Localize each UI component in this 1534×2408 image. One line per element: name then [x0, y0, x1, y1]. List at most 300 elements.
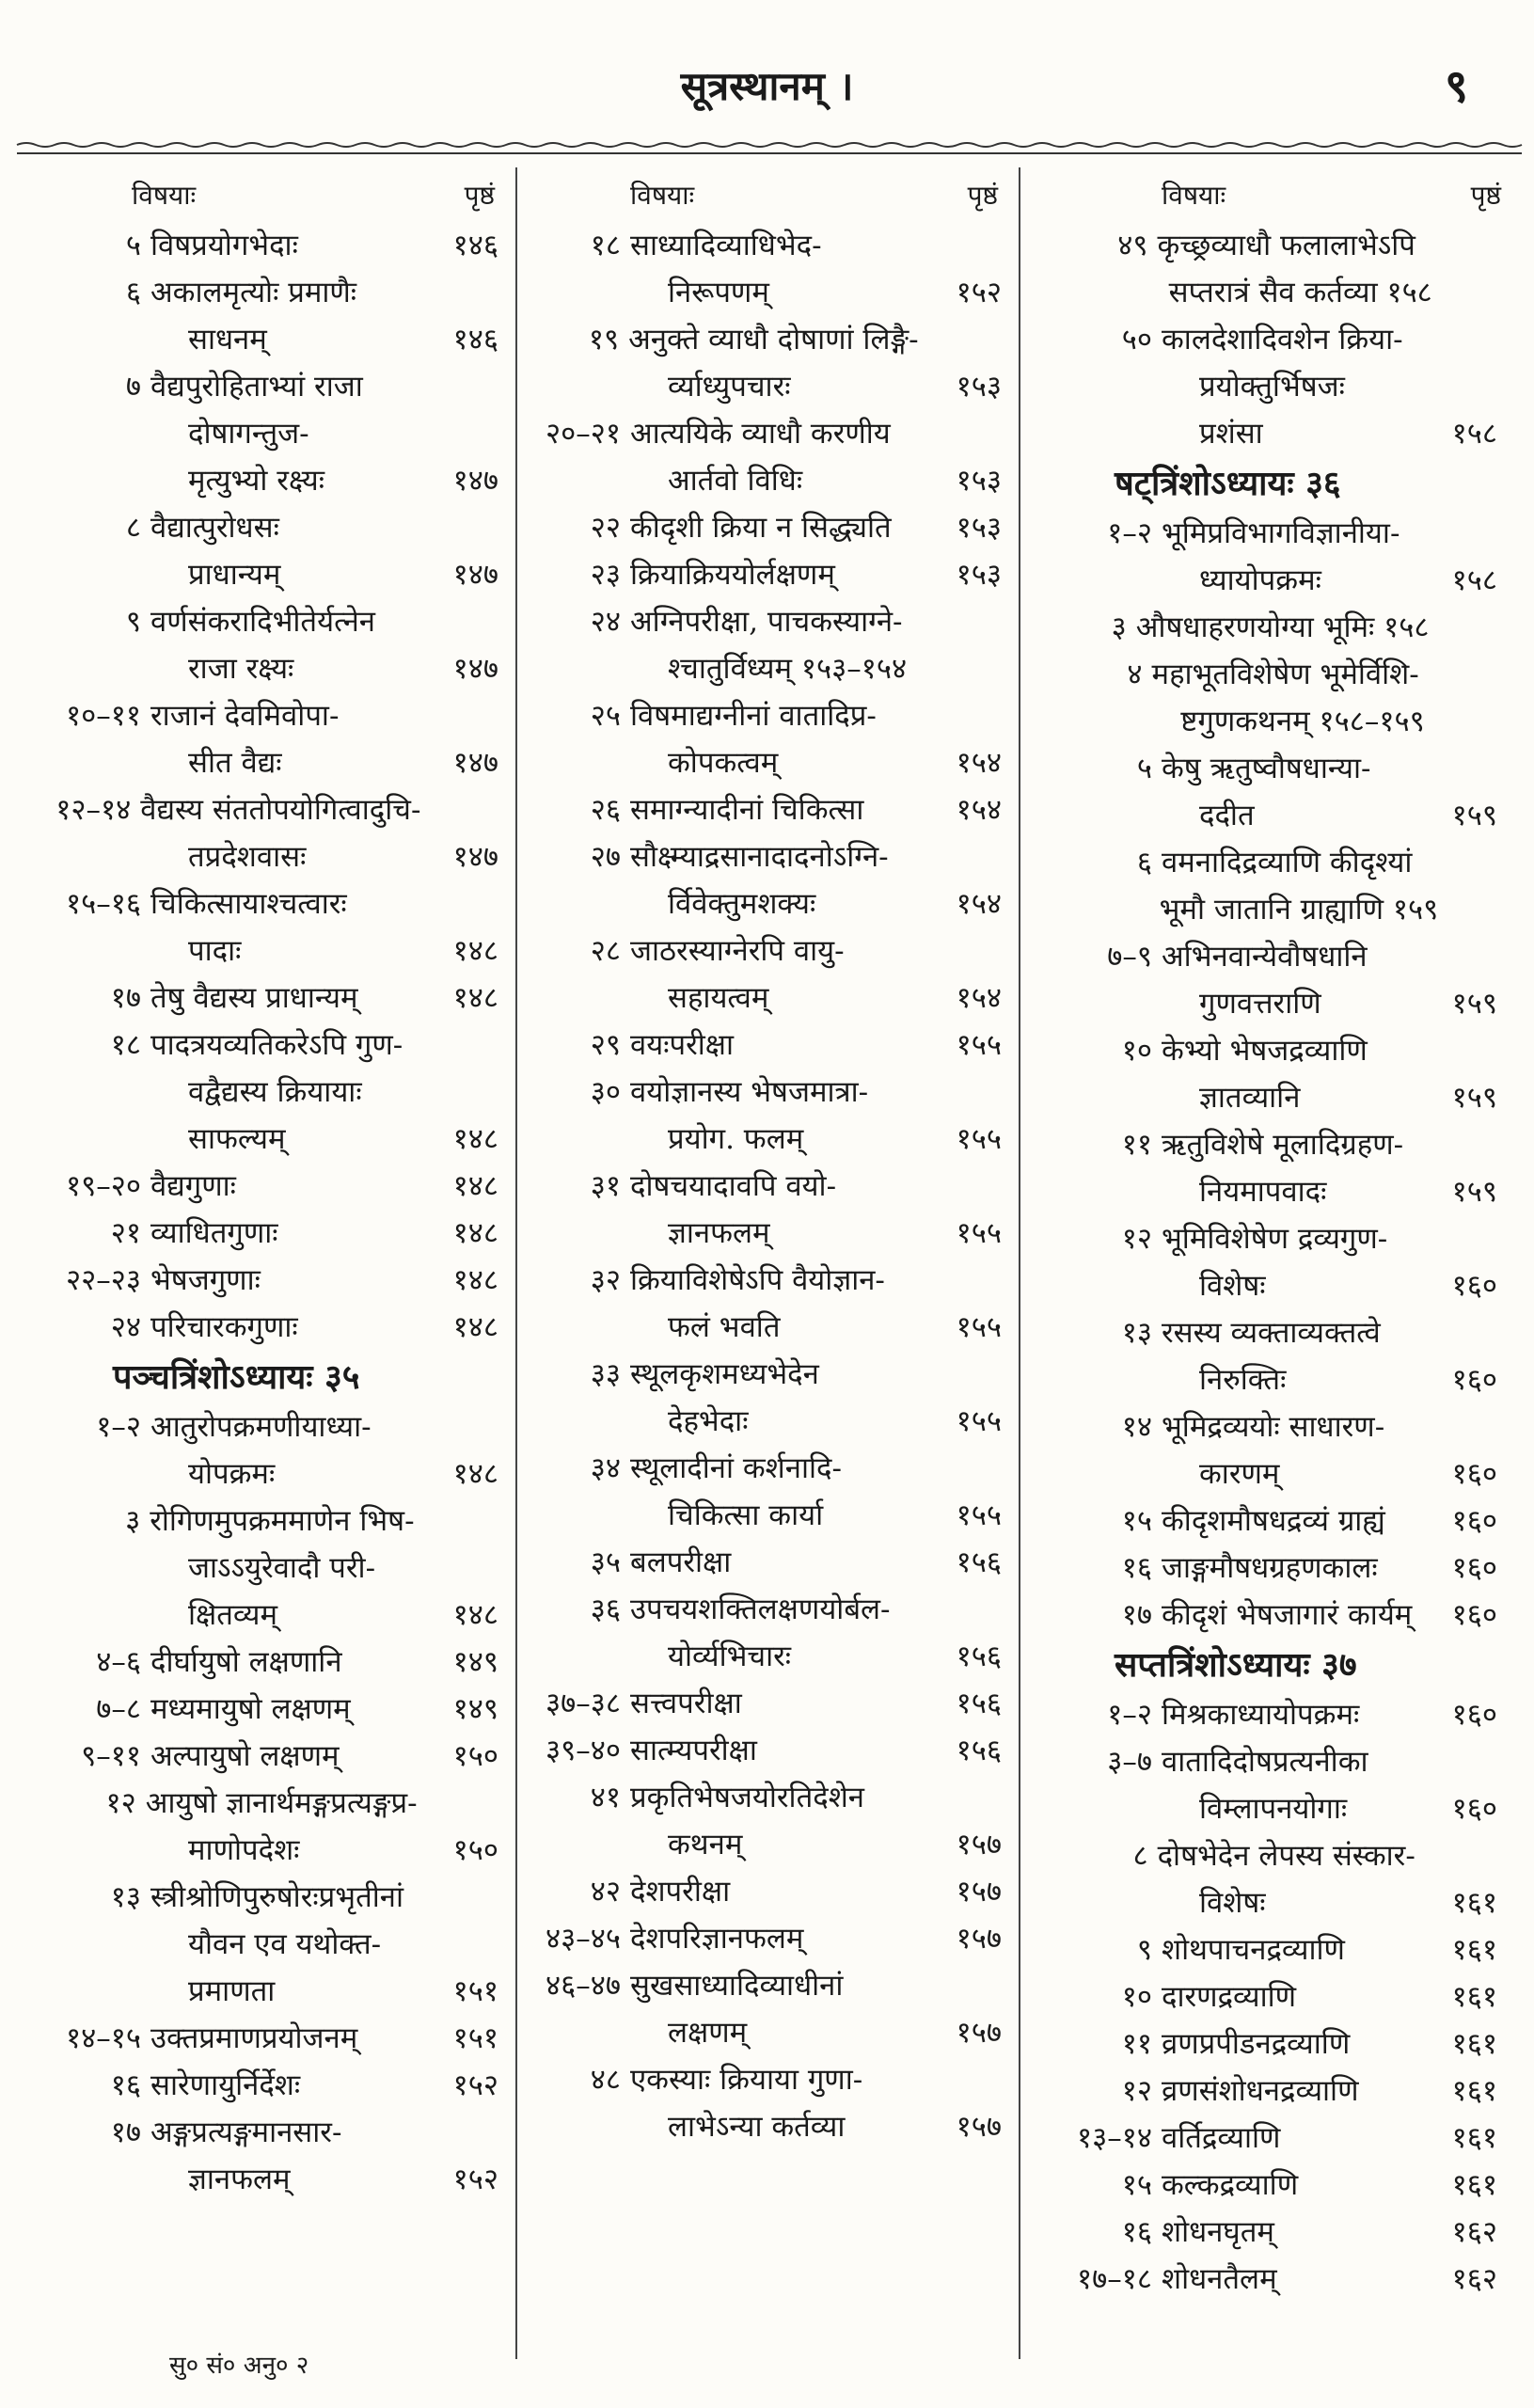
entry-number: २७ — [590, 840, 621, 874]
entry-page: १५५ — [956, 1310, 1002, 1344]
index-entry — [517, 551, 1019, 598]
entry-page: १५८ — [1451, 417, 1497, 451]
index-entry — [1020, 980, 1514, 1027]
entry-number: २३ — [590, 558, 621, 592]
index-entry — [1020, 1973, 1514, 2020]
index-entry — [19, 645, 515, 692]
index-entry — [1020, 222, 1514, 269]
index-entry — [517, 1492, 1019, 1539]
entry-title: तप्रदेशवासः — [188, 840, 307, 874]
page-number: ९ — [1445, 60, 1468, 113]
entry-page: १५२ — [956, 276, 1002, 309]
entry-number: ४६–४७ — [546, 1969, 621, 2003]
index-entry — [19, 1639, 515, 1686]
chapter-heading: सप्तत्रिंशोऽध्यायः ३७ — [1115, 1645, 1357, 1685]
index-entry — [19, 927, 515, 974]
entry-title: औषधाहरणयोग्या भूमिः १५८ — [1135, 610, 1430, 644]
entry-title: कारणम् — [1199, 1457, 1280, 1491]
index-entry — [1020, 1027, 1514, 1074]
entry-page: १६० — [1451, 1363, 1497, 1397]
entry-number: १४–१५ — [66, 2021, 141, 2055]
index-entry — [1020, 316, 1514, 363]
entry-title: व्रणप्रपीडनद्रव्याणि — [1162, 2027, 1351, 2061]
index-entry — [19, 2015, 515, 2062]
entry-number: ४३–४५ — [546, 1922, 621, 1956]
index-entry — [19, 1116, 515, 1163]
index-entry — [517, 1210, 1019, 1257]
entry-number: १५ — [1121, 2168, 1152, 2202]
entry-page: १४७ — [452, 652, 498, 686]
entry-number: १७ — [1121, 1598, 1152, 1632]
entry-page: १५४ — [956, 887, 1002, 921]
entry-title: दीर्घायुषो लक्षणानि — [150, 1645, 342, 1679]
entry-number: ४९ — [1117, 229, 1148, 262]
entry-number: १९–२० — [66, 1169, 141, 1203]
entry-page: १४८ — [452, 981, 498, 1015]
entry-page: १४८ — [452, 934, 498, 968]
index-entry — [19, 739, 515, 786]
entry-number: २९ — [590, 1028, 621, 1062]
column-header — [1020, 167, 1514, 222]
entry-page: १५१ — [452, 1974, 498, 2008]
entry-title: ददीत — [1199, 799, 1255, 832]
entry-number: ३९–४० — [546, 1734, 621, 1767]
entry-number: ९–११ — [81, 1739, 141, 1773]
entry-title: आर्तवो विधिः — [668, 464, 803, 498]
entry-page: १४७ — [452, 464, 498, 498]
entry-title: ज्ञानफलम् — [188, 2162, 291, 2196]
index-entry — [19, 1163, 515, 1210]
index-entry — [1020, 363, 1514, 410]
column-2 — [517, 167, 1020, 2359]
entry-title: वद्वैद्यस्य क्रियायाः — [188, 1075, 362, 1109]
index-entry — [19, 1968, 515, 2015]
entry-number: २२ — [590, 511, 621, 545]
index-entry — [19, 598, 515, 645]
index-entry — [19, 1827, 515, 1874]
entry-page: १५५ — [956, 1498, 1002, 1532]
entry-page: १५२ — [452, 2162, 498, 2196]
entry-title: विशेषः — [1199, 1886, 1266, 1920]
entry-title: उपचयशक्तिलक्षणयोर्बल- — [630, 1592, 891, 1626]
index-entry — [19, 1497, 515, 1545]
entry-title: सीत वैद्यः — [188, 746, 282, 780]
entry-number: ३५ — [590, 1545, 621, 1579]
index-entry — [1020, 1215, 1514, 1262]
index-entry — [1020, 886, 1514, 933]
entry-title: प्रकृतिभेषजयोरतिदेशेन — [630, 1781, 864, 1814]
index-entry — [517, 457, 1019, 504]
entry-title: अग्निपरीक्षा, पाचकस्याग्ने- — [630, 605, 903, 639]
entry-title: साधनम् — [188, 323, 267, 356]
entry-title: देहभेदाः — [668, 1404, 749, 1438]
entry-title: कीदृशं भेषजागारं कार्यम् — [1162, 1598, 1413, 1632]
index-entry — [517, 222, 1019, 269]
entry-title: कल्कद्रव्याणि — [1162, 2168, 1299, 2202]
entry-number: १७ — [110, 981, 141, 1015]
entry-title: राजानं देवमिवोपा- — [150, 699, 340, 733]
entry-page: १५० — [452, 1833, 498, 1867]
entry-number: १९ — [588, 323, 620, 356]
entry-title: गुणवत्तराणि — [1199, 987, 1321, 1021]
index-entry — [517, 1633, 1019, 1680]
entry-title: सत्त्वपरीक्षा — [630, 1687, 742, 1720]
entry-page: १६१ — [1451, 1886, 1497, 1920]
entry-page: १५७ — [956, 1875, 1002, 1909]
entry-number: १–२ — [96, 1410, 141, 1444]
entry-title: व्याधितगुणाः — [150, 1216, 278, 1250]
entry-title: प्रयोक्तुर्भिषजः — [1199, 370, 1345, 404]
entry-number: १६ — [1121, 1551, 1152, 1585]
entry-title: आतुरोपक्रमणीयाध्या- — [150, 1410, 372, 1444]
index-entry — [1020, 839, 1514, 886]
entry-page: १६० — [1451, 1457, 1497, 1491]
entry-number: ३१ — [590, 1169, 621, 1203]
entry-title: वैद्यगुणाः — [150, 1169, 236, 1203]
index-entry — [517, 598, 1019, 645]
entry-page: १५६ — [956, 1545, 1002, 1579]
entry-number: ४२ — [590, 1875, 621, 1909]
entry-number: २४ — [110, 1310, 141, 1344]
index-entry — [19, 222, 515, 269]
entry-page: १६१ — [1451, 2121, 1497, 2155]
entry-title: प्रशंसा — [1199, 417, 1263, 451]
index-entry — [19, 2062, 515, 2109]
index-entry — [517, 786, 1019, 833]
entry-number: १० — [1121, 1980, 1152, 2014]
entry-title: ज्ञानफलम् — [668, 1216, 770, 1250]
entry-title: दोषभेदेन लेपस्य संस्कार- — [1157, 1839, 1415, 1873]
entry-title: वैद्यस्य संततोपयोगित्वादुचि- — [140, 793, 421, 827]
entry-title: प्राधान्यम् — [188, 558, 281, 592]
entry-title: वैद्यपुरोहिताभ्यां राजा — [150, 370, 363, 404]
entry-page: १६१ — [1451, 2027, 1497, 2061]
index-entry — [1020, 1309, 1514, 1356]
entry-page: १५७ — [956, 1922, 1002, 1956]
column-header — [517, 167, 1019, 222]
entry-number: १२ — [1121, 2074, 1152, 2108]
index-entry — [19, 410, 515, 457]
index-entry — [1020, 1785, 1514, 1832]
entry-page: १४८ — [452, 1122, 498, 1156]
index-entry — [517, 1727, 1019, 1774]
index-entry — [19, 833, 515, 880]
entry-number: १२ — [1121, 1222, 1152, 1256]
entry-page: १६० — [1451, 1792, 1497, 1826]
index-entry — [19, 1921, 515, 1968]
index-entry — [1020, 651, 1514, 698]
entry-number: २१ — [110, 1216, 141, 1250]
entry-page: १६२ — [1451, 2215, 1497, 2249]
index-entry — [517, 1774, 1019, 1821]
entry-title: ऋतुविशेषे मूलादिग्रहण- — [1162, 1128, 1404, 1162]
index-entry — [1020, 1450, 1514, 1497]
index-entry — [19, 1450, 515, 1497]
entry-title: दारणद्रव्याणि — [1162, 1980, 1297, 2014]
entry-title: वर्णसंकरादिभीतेर्यत्नेन — [150, 605, 376, 639]
entry-title: क्षितव्यम् — [188, 1598, 278, 1632]
entry-title: सौक्ष्म्याद्रसानादादनोऽग्नि- — [630, 840, 889, 874]
entry-number: १४ — [1121, 1410, 1152, 1444]
index-entry — [1020, 1403, 1514, 1450]
page-heading: पृष्ठं — [1470, 180, 1501, 211]
entry-number: १३ — [110, 1880, 141, 1914]
index-entry — [1020, 410, 1514, 457]
index-entry — [19, 1210, 515, 1257]
index-entry — [1020, 2020, 1514, 2067]
entry-title: निरुक्तिः — [1199, 1363, 1287, 1397]
index-entry — [517, 1304, 1019, 1351]
index-entry — [19, 1403, 515, 1450]
entry-title: देशपरीक्षा — [630, 1875, 731, 1909]
entry-number: ४८ — [590, 2063, 621, 2097]
entry-page: १५७ — [956, 2016, 1002, 2050]
entry-title: अनुक्ते व्याधौ दोषाणां लिङ्गै- — [628, 323, 919, 356]
entry-title: भूमिद्रव्ययोः साधारण- — [1162, 1410, 1385, 1444]
entry-title: एकस्याः क्रियाया गुणा- — [630, 2063, 863, 2097]
entry-page: १५९ — [1451, 987, 1497, 1021]
index-entry — [1020, 1262, 1514, 1309]
index-entry — [1020, 557, 1514, 604]
entry-page: १५६ — [956, 1734, 1002, 1767]
index-entry — [19, 316, 515, 363]
index-entry — [517, 739, 1019, 786]
index-entry — [517, 316, 1019, 363]
entry-number: १७ — [110, 2115, 141, 2149]
entry-page: १६१ — [1451, 2074, 1497, 2108]
entry-number: २८ — [590, 934, 621, 968]
entry-title: भेषजगुणाः — [150, 1263, 261, 1297]
entry-title: शोधनतैलम् — [1162, 2262, 1277, 2296]
index-entry — [1020, 2256, 1514, 2303]
entry-title: फलं भवति — [668, 1310, 781, 1344]
index-entry — [1020, 1691, 1514, 1738]
entry-number: १५–१६ — [66, 887, 141, 921]
entry-title: सात्म्यपरीक्षा — [630, 1734, 757, 1767]
entry-title: पादाः — [188, 934, 242, 968]
entry-title: अभिनवान्येवौषधानि — [1162, 940, 1368, 974]
entry-page: १५३ — [956, 370, 1002, 404]
entry-number: १७–१८ — [1077, 2262, 1152, 2296]
entry-title: ज्ञातव्यानि — [1199, 1081, 1301, 1115]
page-title: सूत्रस्थानम् । — [680, 63, 854, 109]
entry-number: ३ — [1111, 610, 1127, 644]
entry-page: १५५ — [956, 1028, 1002, 1062]
entry-number: ५० — [1121, 323, 1152, 356]
entry-title: सहायत्वम् — [668, 981, 769, 1015]
entry-number: १८ — [590, 229, 621, 262]
entry-page: १६० — [1451, 1698, 1497, 1732]
chapter-heading: षट्त्रिंशोऽध्यायः ३६ — [1115, 464, 1341, 503]
entry-page: १५६ — [956, 1640, 1002, 1673]
index-entry — [517, 1257, 1019, 1304]
index-entry — [1020, 933, 1514, 980]
entry-title: र्व्याध्युपचारः — [668, 370, 791, 404]
entry-page: १६१ — [1451, 1933, 1497, 1967]
index-entry — [517, 927, 1019, 974]
entry-page: १६२ — [1451, 2262, 1497, 2296]
entry-title: अकालमृत्योः प्रमाणैः — [150, 276, 357, 309]
index-entry — [1020, 1832, 1514, 1879]
index-entry — [19, 974, 515, 1022]
entry-title: वैद्यात्पुरोधसः — [150, 511, 279, 545]
entry-number: १–२ — [1107, 1698, 1152, 1732]
entry-title: निरूपणम् — [668, 276, 769, 309]
entry-title: विषप्रयोगभेदाः — [150, 229, 298, 262]
entry-title: विशेषः — [1199, 1269, 1266, 1303]
index-entry — [19, 786, 515, 833]
entry-number: ६ — [125, 276, 141, 309]
entry-page: १५७ — [956, 2110, 1002, 2144]
entry-title: उक्तप्रमाणप्रयोजनम् — [150, 2021, 358, 2055]
index-entry — [19, 2109, 515, 2156]
index-entry — [19, 504, 515, 551]
entry-number: २२–२३ — [66, 1263, 141, 1297]
entry-number: १६ — [110, 2068, 141, 2102]
entry-number: ९ — [125, 605, 141, 639]
entry-title: केषु ऋतुष्वौषधान्या- — [1162, 752, 1371, 785]
index-entry — [517, 269, 1019, 316]
page-heading: पृष्ठं — [464, 180, 495, 211]
entry-title: वर्तिद्रव्याणि — [1162, 2121, 1281, 2155]
entry-number: २४ — [590, 605, 621, 639]
entry-page: १५४ — [956, 981, 1002, 1015]
entry-number: १० — [1121, 1034, 1152, 1068]
entry-page: १४९ — [452, 1645, 498, 1679]
entry-title: स्थूलादीनां कर्शनादि- — [630, 1451, 842, 1485]
index-entry — [1020, 745, 1514, 792]
entry-title: चिकित्सा कार्या — [668, 1498, 824, 1532]
entry-title: राजा रक्ष्यः — [188, 652, 294, 686]
subject-heading: विषयाः — [132, 180, 197, 211]
index-entry — [1020, 2209, 1514, 2256]
entry-number: २५ — [590, 699, 621, 733]
index-entry — [1020, 1497, 1514, 1545]
entry-title: आत्ययिके व्याधौ करणीय — [630, 417, 891, 451]
entry-page: १५३ — [956, 464, 1002, 498]
index-entry — [19, 2156, 515, 2203]
entry-number: ७ — [125, 370, 141, 404]
index-entry — [19, 1733, 515, 1780]
entry-number: ५ — [1136, 752, 1152, 785]
entry-page: १६१ — [1451, 2168, 1497, 2202]
entry-title: प्रयोग. फलम् — [668, 1122, 804, 1156]
column-header — [19, 167, 515, 222]
index-entry — [19, 1257, 515, 1304]
entry-title: शोधनघृतम् — [1162, 2215, 1274, 2249]
entry-page: १५९ — [1451, 799, 1497, 832]
entry-number: ३३ — [590, 1357, 621, 1391]
entry-title: साध्यादिव्याधिभेद- — [630, 229, 822, 262]
entry-title: लाभेऽन्या कर्तव्या — [668, 2110, 846, 2144]
index-entry — [517, 1539, 1019, 1586]
entry-title: र्विवेक्तुमशक्यः — [668, 887, 816, 921]
entry-title: ष्टगुणकथनम् १५८–१५९ — [1180, 705, 1425, 738]
index-entry — [19, 269, 515, 316]
entry-title: यौवन एव यथोक्त- — [188, 1927, 382, 1961]
entry-title: दोषचयादावपि वयो- — [630, 1169, 837, 1203]
entry-page: १६० — [1451, 1598, 1497, 1632]
entry-page: १६० — [1451, 1504, 1497, 1538]
entry-page: १५७ — [956, 1828, 1002, 1861]
printer-signature: सु० सं० अनु० २ — [169, 2352, 309, 2380]
entry-title: शोथपाचनद्रव्याणि — [1162, 1933, 1345, 1967]
entry-title: दोषागन्तुज- — [188, 417, 309, 451]
entry-page: १४८ — [452, 1310, 498, 1344]
entry-title: कथनम् — [668, 1828, 743, 1861]
entry-title: स्थूलकृशमध्यभेदेन — [630, 1357, 819, 1391]
entry-number: ४१ — [590, 1781, 621, 1814]
entry-number: ९ — [1136, 1933, 1152, 1967]
index-entry — [517, 2009, 1019, 2056]
entry-title: जाठरस्याग्नेरपि वायु- — [630, 934, 845, 968]
subject-heading: विषयाः — [630, 180, 695, 211]
entry-page: १४६ — [452, 229, 498, 262]
entry-number: १३–१४ — [1077, 2121, 1152, 2155]
index-entry — [19, 1874, 515, 1921]
entry-title: आयुषो ज्ञानार्थमङ्गप्रत्यङ्गप्र- — [145, 1786, 418, 1820]
entry-page: १४८ — [452, 1598, 498, 1632]
entry-number: ४ — [1127, 657, 1143, 691]
entry-title: नियमापवादः — [1199, 1175, 1327, 1209]
entry-number: ११ — [1121, 1128, 1152, 1162]
index-entry — [1020, 510, 1514, 557]
entry-title: योपक्रमः — [188, 1457, 276, 1491]
entry-page: १५१ — [452, 2021, 498, 2055]
entry-number: ३ — [125, 1504, 141, 1538]
index-entry — [517, 1445, 1019, 1492]
subject-heading: विषयाः — [1162, 180, 1226, 211]
index-entry — [517, 645, 1019, 692]
index-entry — [517, 1586, 1019, 1633]
entry-title: रोगिणमुपक्रममाणेन भिष- — [150, 1504, 415, 1538]
entry-title: विषमाद्यग्नीनां वातादिप्र- — [630, 699, 877, 733]
index-entry — [517, 974, 1019, 1022]
entry-number: ६ — [1136, 846, 1152, 879]
index-entry — [517, 1868, 1019, 1915]
entry-title: वयःपरीक्षा — [630, 1028, 735, 1062]
entry-title: देशपरिज्ञानफलम् — [630, 1922, 804, 1956]
entry-title: श्चातुर्विध्यम् १५३–१५४ — [668, 652, 908, 686]
entry-title: सुखसाध्यादिव्याधीनां — [630, 1969, 844, 2003]
page-heading: पृष्ठं — [967, 180, 998, 211]
entry-title: जाऽऽयुरेवादौ परी- — [188, 1551, 376, 1585]
index-entry — [19, 457, 515, 504]
index-entry — [1020, 2115, 1514, 2162]
index-entry — [19, 1592, 515, 1639]
entry-page: १५६ — [956, 1687, 1002, 1720]
index-entry — [19, 551, 515, 598]
entry-number: १३ — [1121, 1316, 1152, 1350]
header-rule — [17, 139, 1522, 160]
index-entry — [1020, 1926, 1514, 1973]
entry-page: १५८ — [1451, 563, 1497, 597]
entry-title: अङ्गप्रत्यङ्गमानसार- — [150, 2115, 342, 2149]
entry-page: १५३ — [956, 511, 1002, 545]
entry-number: १०–११ — [66, 699, 141, 733]
entry-title: बलपरीक्षा — [630, 1545, 732, 1579]
entry-title: मध्यमायुषो लक्षणम् — [150, 1692, 351, 1726]
entry-page: १४९ — [452, 1692, 498, 1726]
entry-title: योर्व्यभिचारः — [668, 1640, 792, 1673]
entry-title: कालदेशादिवशेन क्रिया- — [1162, 323, 1403, 356]
entry-title: क्रियाक्रिययोर्लक्षणम् — [630, 558, 835, 592]
entry-title: ध्यायोपक्रमः — [1199, 563, 1321, 597]
entry-number: ७–९ — [1107, 940, 1152, 974]
index-entry — [19, 1304, 515, 1351]
column-1 — [19, 167, 517, 2359]
index-entry — [1020, 2162, 1514, 2209]
